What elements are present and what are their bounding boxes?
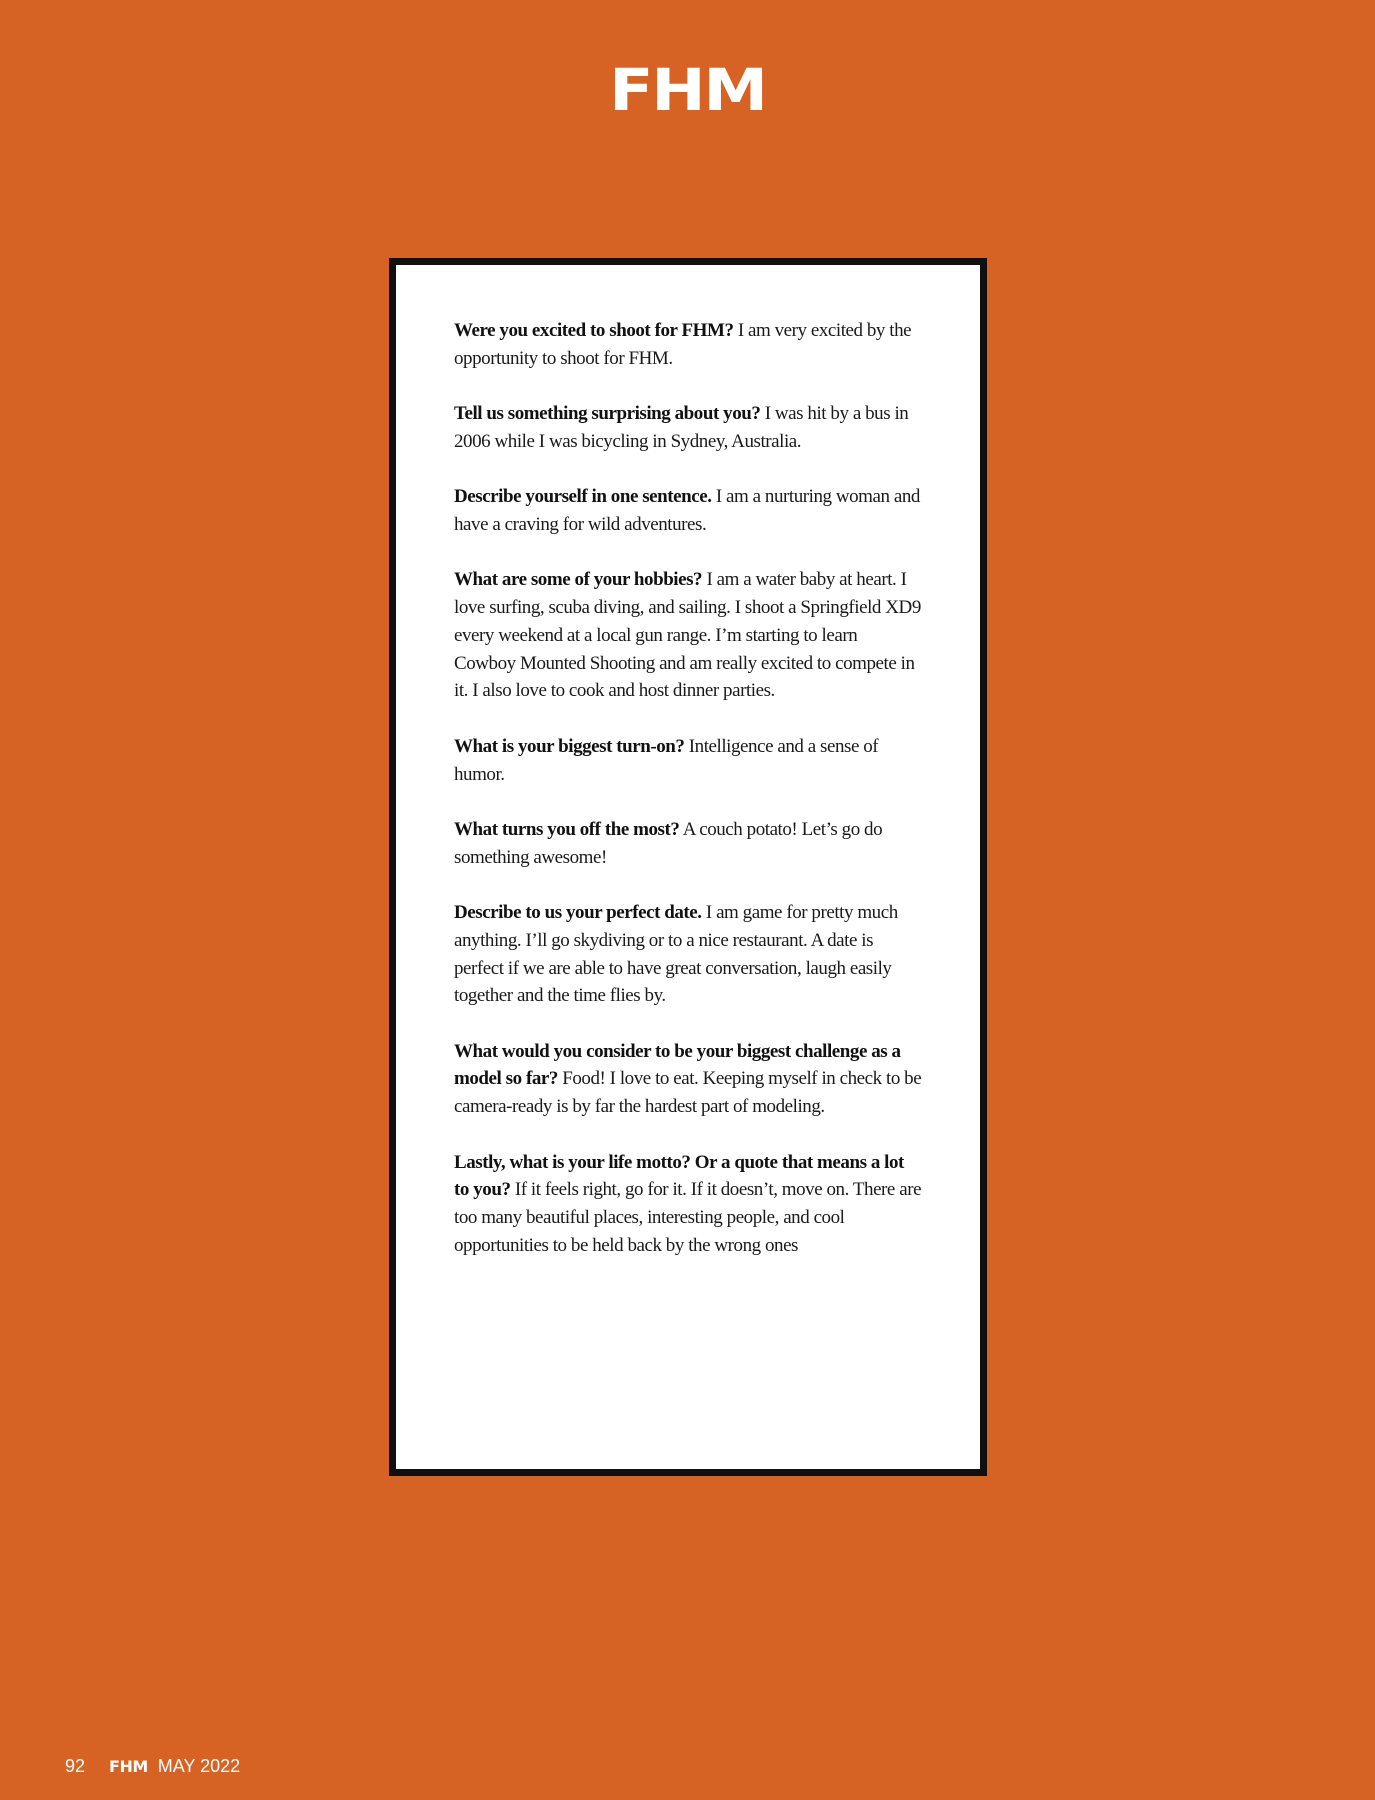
answer: If it feels right, go for it. If it doesn’t, move on. There are too many beautiful places, interesting people, and cool opportunities to be held back by the wrong ones [454, 1179, 922, 1256]
qa-item [454, 816, 922, 872]
question: Describe yourself in one sentence. [454, 486, 712, 508]
page-footer [65, 1754, 240, 1778]
issue-date: MAY 2022 [157, 1755, 241, 1776]
qa-item [454, 1038, 922, 1121]
qa-item [454, 400, 922, 456]
qa-list [454, 317, 922, 1287]
answer: I am a nurturing woman and have a craving for wild adventures. [454, 486, 920, 535]
qa-item [454, 733, 922, 789]
answer: Food! I love to eat. Keeping myself in check to be camera-ready is by far the hardest part of modeling. [454, 1068, 922, 1118]
answer: I am a water baby at heart. I love surfing, scuba diving, and sailing. I shoot a Springfield XD9 every weekend at a local gun range. I’m starting to learn Cowboy Mounted Shooting and am really excited to compete in it. I also love to cook and host dinner parties. [454, 569, 921, 702]
question: Lastly, what is your life motto? Or a quote that means a lot to you? [454, 1151, 904, 1201]
page-number: 92 [65, 1755, 86, 1776]
masthead-logo: FHM [609, 56, 766, 124]
qa-item [454, 483, 922, 539]
answer: I am game for pretty much anything. I’ll go skydiving or to a nice restaurant. A date is perfect if we are able to have great conversation, laugh easily together and the time flies by. [454, 901, 898, 1007]
interview-card [389, 258, 987, 1476]
answer: I was hit by a bus in 2006 while I was bicycling in Sydney, Australia. [454, 403, 909, 452]
answer: Intelligence and a sense of humor. [454, 735, 879, 785]
question: What turns you off the most? [454, 818, 680, 840]
answer: A couch potato! Let’s go do something awesome! [454, 818, 883, 868]
question: What would you consider to be your biggest challenge as a model so far? [454, 1040, 901, 1090]
footer-logo: FHM [109, 1756, 148, 1776]
question: Tell us something surprising about you? [454, 403, 761, 425]
answer: I am very excited by the opportunity to shoot for FHM. [454, 320, 912, 369]
qa-item [454, 317, 922, 373]
question: Were you excited to shoot for FHM? [454, 320, 734, 341]
qa-item [454, 899, 922, 1010]
qa-item [454, 1149, 922, 1260]
question: What are some of your hobbies? [454, 569, 703, 591]
question: What is your biggest turn-on? [454, 735, 685, 757]
qa-item [454, 566, 922, 705]
question: Describe to us your perfect date. [454, 901, 702, 923]
